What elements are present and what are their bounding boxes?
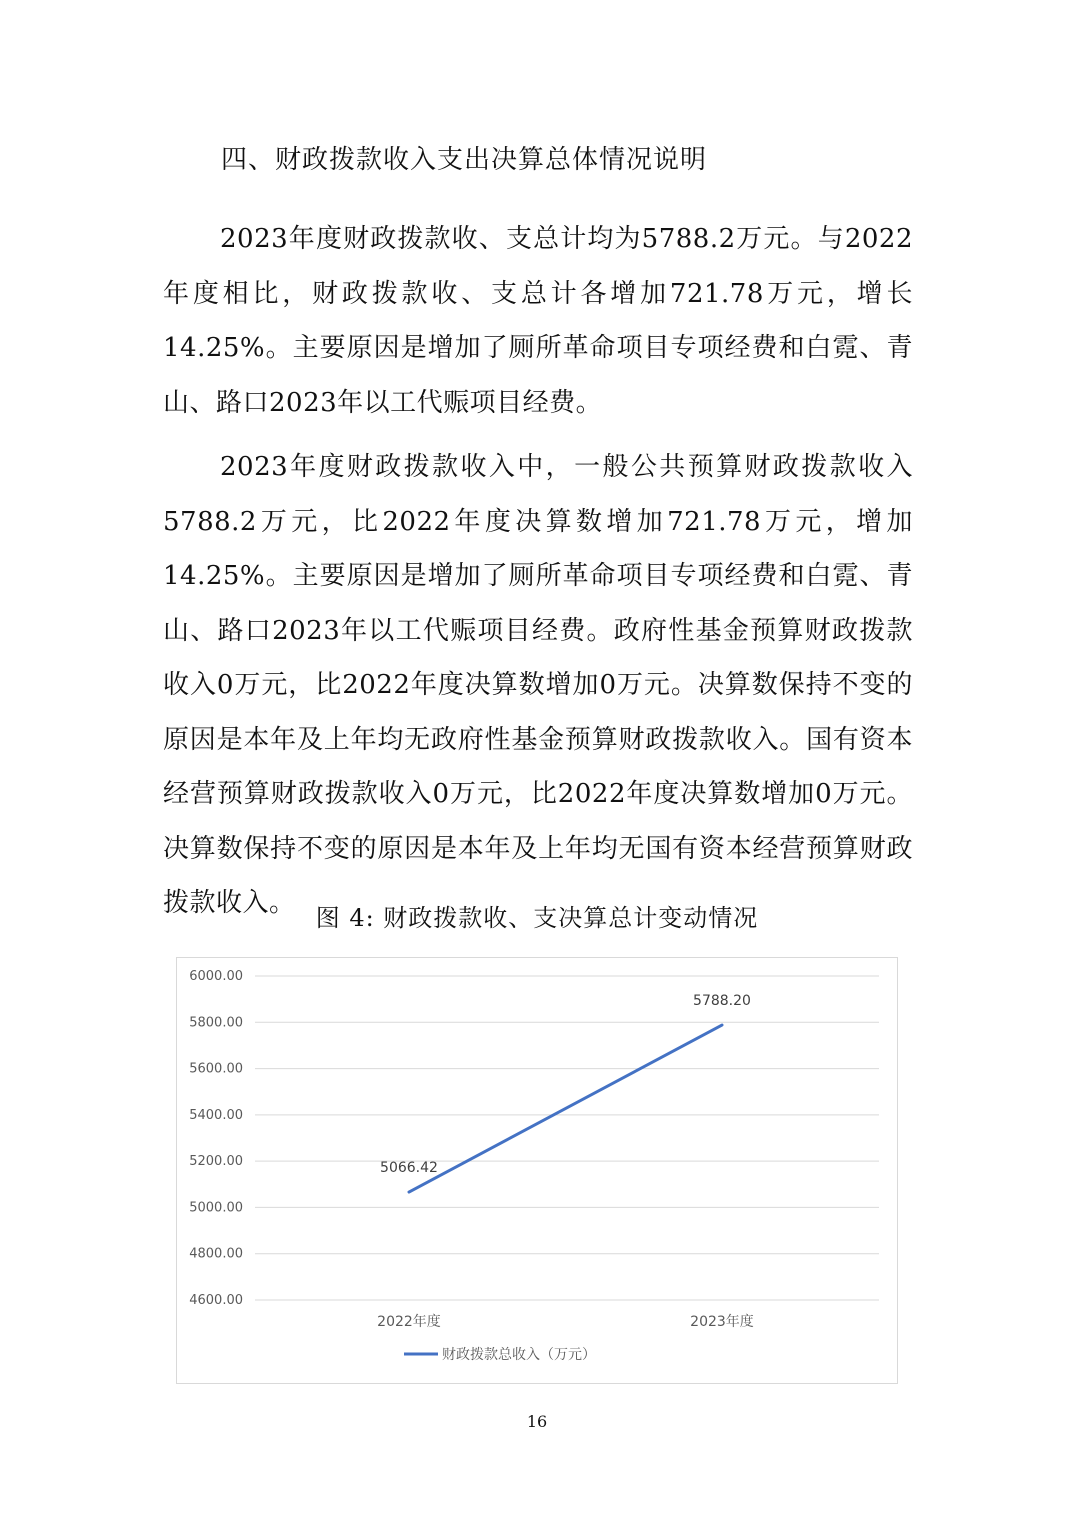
- data-label: 5066.42: [380, 1160, 438, 1177]
- y-tick-label: 5000.00: [189, 1200, 243, 1216]
- y-tick-label: 5400.00: [189, 1107, 243, 1123]
- data-label: 5788.20: [693, 993, 751, 1010]
- y-tick-label: 4800.00: [189, 1246, 243, 1262]
- figure-caption: 图 4: 财政拨款收、支决算总计变动情况: [315, 904, 759, 932]
- legend-label: 财政拨款总收入（万元）: [442, 1347, 596, 1363]
- y-tick-label: 5600.00: [189, 1061, 243, 1077]
- y-tick-label: 5800.00: [189, 1015, 243, 1031]
- body-paragraph-2: 2023年度财政拨款收入中，一般公共预算财政拨款收入5788.2万元，比2022年度决算数增加721.78万元，增加14.25%。主要原因是增加了厕所革命项目专项经费和白霓、青山、路口2023年以工代赈项目经费。政府性基金预算财政拨款收入0万元，比2022年度决算数增加0万元。决算数保持不变的原因是本年及上年均无政府性基金预算财政拨款收入。国有资本经营预算财政拨款收入0万元，比2022年度决算数增加0万元。决算数保持不变的原因是本年及上年均无国有资本经营预算财政拨款收入。: [163, 452, 913, 918]
- y-tick-label: 5200.00: [189, 1154, 243, 1170]
- x-tick-label: 2022年度: [377, 1314, 441, 1330]
- x-tick-label: 2023年度: [690, 1314, 754, 1330]
- body-paragraph-1: 2023年度财政拨款收、支总计均为5788.2万元。与2022年度相比，财政拨款收、支总计各增加721.78万元，增长14.25%。主要原因是增加了厕所革命项目专项经费和白霓、青山、路口2023年以工代赈项目经费。: [163, 224, 913, 418]
- line-chart: [176, 957, 898, 1384]
- series-line: [409, 1025, 722, 1192]
- section-heading: 四、财政拨款收入支出决算总体情况说明: [221, 145, 708, 175]
- page-number: 16: [526, 1412, 548, 1431]
- y-tick-label: 4600.00: [189, 1293, 243, 1308]
- chart-canvas: [177, 958, 899, 1385]
- y-tick-label: 6000.00: [189, 969, 243, 984]
